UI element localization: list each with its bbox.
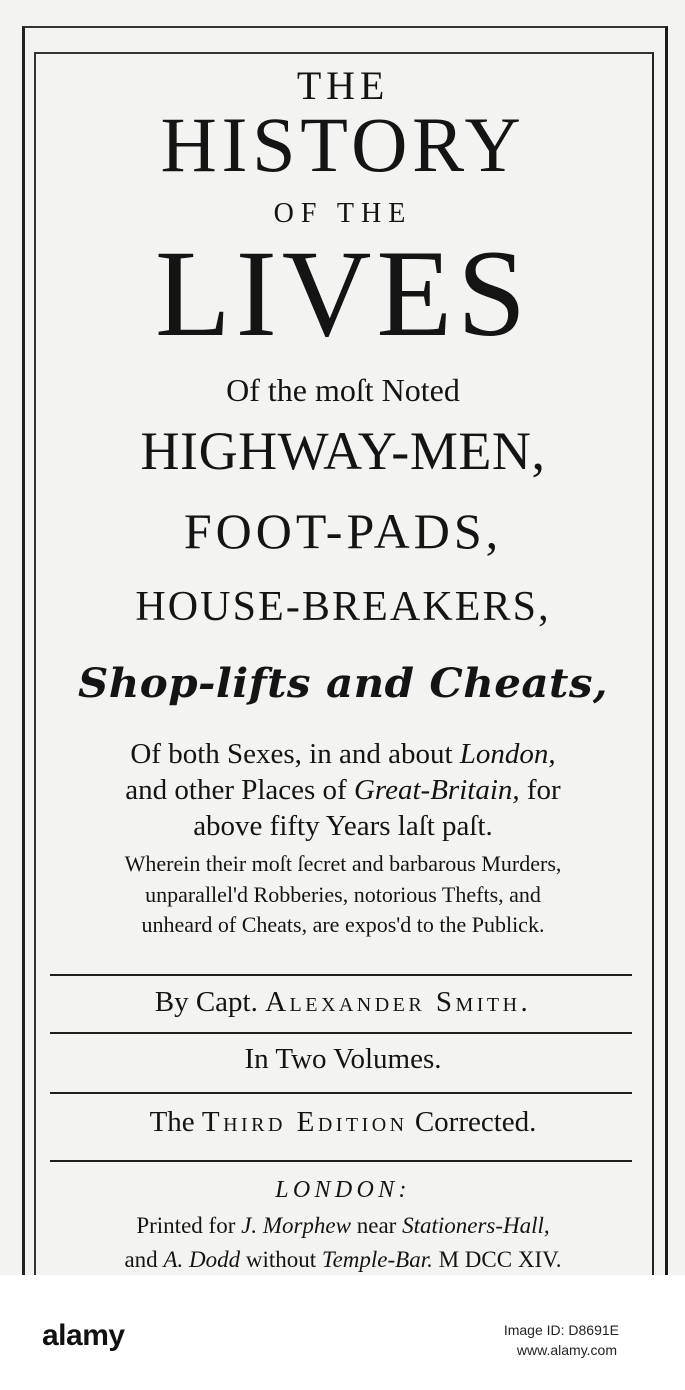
imprint-seller: A. Dodd <box>163 1247 241 1272</box>
site-url: www.alamy.com <box>516 1342 617 1358</box>
author-name: Alexander Smith. <box>265 986 532 1018</box>
alamy-logo: alamy <box>42 1319 125 1352</box>
imprint-stationers-hall: Stationers-Hall, <box>402 1213 550 1238</box>
imprint-line-2 <box>34 1248 652 1271</box>
title-history: HISTORY <box>160 101 526 188</box>
text-great-britain: Great-Britain, <box>353 774 520 806</box>
imprint-printer: J. Morphew <box>241 1213 351 1238</box>
title-of-the: OF THE <box>273 198 413 229</box>
text-sexes-line-3: above fifty Years laſt paſt. <box>193 810 493 842</box>
heading-housebreakers: HOUSE-BREAKERS, <box>135 584 551 630</box>
heading-footpads: FOOT-PADS, <box>183 503 503 559</box>
imprint-year: M DCC XIV. <box>432 1247 562 1272</box>
heading-shoplifts: Shop-lifts and Cheats, <box>78 660 608 707</box>
text-sexes-line-2 <box>34 776 652 805</box>
imprint-near: near <box>350 1213 403 1238</box>
text-wherein-line-1: Wherein their moſt ſecret and barbarous Murders, <box>124 851 562 876</box>
author-prefix: By Capt. <box>154 986 266 1018</box>
text-sexes-line-1-a: Of both Sexes, in and about <box>130 738 460 770</box>
edition-third: Third Edition <box>201 1106 408 1138</box>
text-london: London, <box>459 738 556 770</box>
title-the: THE <box>296 63 390 108</box>
rule-2 <box>50 1032 632 1034</box>
edition-corrected: Corrected. <box>407 1106 537 1138</box>
imprint-printed-for: Printed for <box>136 1213 242 1238</box>
imprint-line-1 <box>34 1214 652 1237</box>
rule-4 <box>50 1160 632 1162</box>
rule-3 <box>50 1092 632 1094</box>
imprint-and: and <box>124 1247 164 1272</box>
edition-the: The <box>149 1106 202 1138</box>
text-wherein-line-2: unparallel'd Robberies, notorious Thefts, and <box>145 882 541 907</box>
rule-1 <box>50 974 632 976</box>
edition-line <box>34 1108 652 1137</box>
author-line <box>34 988 652 1017</box>
text-sexes-line-1 <box>34 740 652 769</box>
heading-highwaymen: HIGHWAY-MEN, <box>140 421 546 481</box>
subtitle-most-noted: Of the moſt Noted <box>226 372 460 408</box>
title-lives: LIVES <box>154 225 532 362</box>
volumes-line: In Two Volumes. <box>244 1043 442 1075</box>
imprint-city: LONDON: <box>275 1177 411 1203</box>
text-sexes-line-2-a: and other Places of <box>125 774 354 806</box>
imprint-without: without <box>240 1247 322 1272</box>
text-sexes-line-2-b: for <box>519 774 561 806</box>
image-id: Image ID: D8691E <box>503 1322 619 1338</box>
imprint-temple-bar: Temple-Bar. <box>321 1247 433 1272</box>
text-wherein-line-3: unheard of Cheats, are expos'd to the Publick. <box>141 912 545 937</box>
